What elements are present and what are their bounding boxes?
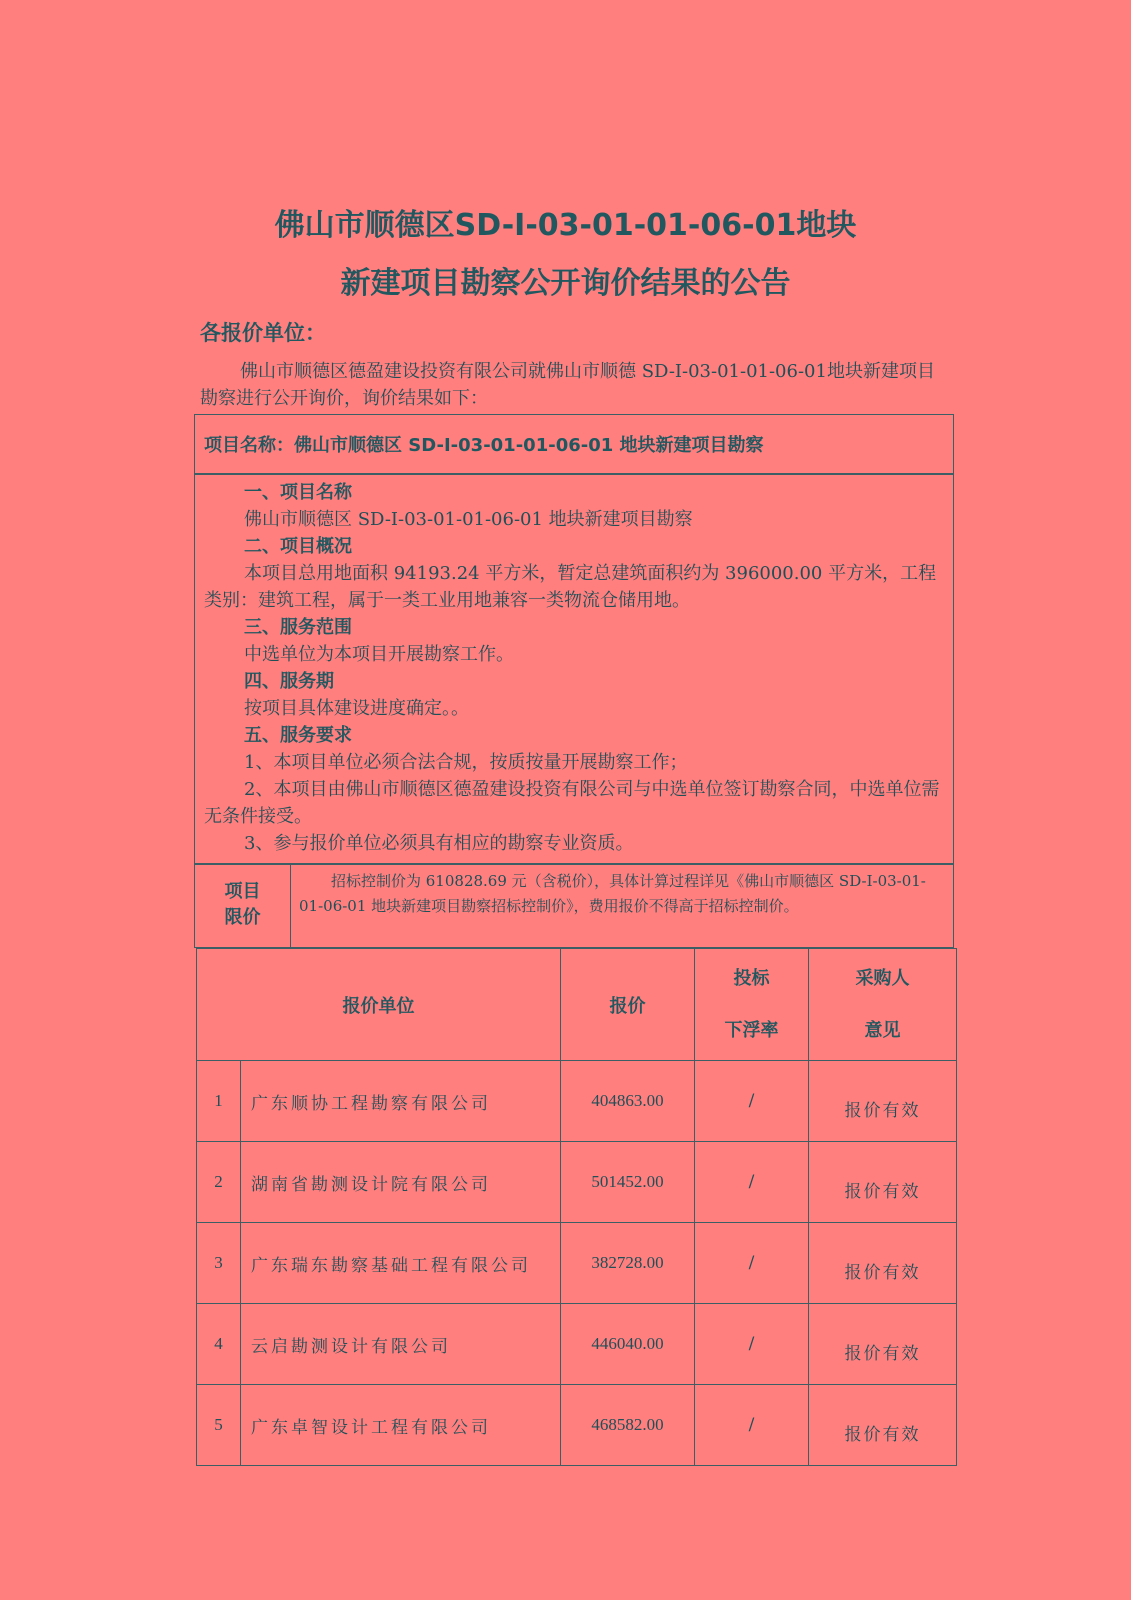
bidder-name: 湖南省勘测设计院有限公司 [241, 1142, 561, 1223]
section-text: 2、本项目由佛山市顺德区德盈建设投资有限公司与中选单位签订勘察合同，中选单位需无条件接受。 [204, 779, 940, 827]
section-heading: 四、服务期 [244, 671, 334, 692]
buyer-opinion: 报价有效 [809, 1223, 957, 1304]
salutation: 各报价单位： [200, 321, 326, 345]
table-row [197, 1142, 957, 1223]
header-price: 报价 [561, 949, 695, 1061]
price-limit-label-line-1: 项目 [224, 881, 261, 902]
price-limit-text: 招标控制价为 610828.69 元（含税价），具体计算过程详见《佛山市顺德区 SD-I-03-01-01-06-01 地块新建项目勘察招标控制价》，费用报价不得高于招标控制价。 [299, 872, 926, 915]
buyer-opinion: 报价有效 [809, 1061, 957, 1142]
project-name-box [194, 414, 954, 474]
table-row [197, 1385, 957, 1466]
buyer-opinion: 报价有效 [809, 1304, 957, 1385]
section-text: 本项目总用地面积 94193.24 平方米，暂定总建筑面积约为 396000.00 平方米，工程类别：建筑工程，属于一类工业用地兼容一类物流仓储用地。 [204, 563, 937, 611]
price-limit-label-line-2: 限价 [224, 907, 261, 928]
price-limit-label [195, 865, 291, 947]
buyer-opinion: 报价有效 [809, 1385, 957, 1466]
row-number: 2 [197, 1142, 241, 1223]
bid-rate: / [695, 1061, 809, 1142]
section-text: 中选单位为本项目开展勘察工作。 [244, 644, 514, 665]
header-opinion-line-1: 采购人 [855, 967, 910, 989]
header-rate-line-1: 投标 [733, 967, 770, 989]
header-opinion-line-2: 意见 [864, 1019, 901, 1041]
project-details [204, 479, 944, 857]
section-text: 3、参与报价单位必须具有相应的勘察专业资质。 [244, 833, 634, 854]
bid-price: 446040.00 [561, 1304, 695, 1385]
section-heading: 五、服务要求 [244, 725, 352, 746]
buyer-opinion: 报价有效 [809, 1142, 957, 1223]
bid-rate: / [695, 1223, 809, 1304]
title-line-1: 佛山市顺德区SD-I-03-01-01-06-01地块 [274, 208, 857, 243]
section-text: 佛山市顺德区 SD-I-03-01-01-06-01 地块新建项目勘察 [244, 509, 693, 530]
section-text: 1、本项目单位必须合法合规，按质按量开展勘察工作； [244, 752, 688, 773]
header-rate [695, 949, 809, 1061]
price-limit-box [194, 864, 954, 948]
row-number: 3 [197, 1223, 241, 1304]
table-row [197, 1304, 957, 1385]
bid-rate: / [695, 1142, 809, 1223]
bid-rate: / [695, 1304, 809, 1385]
row-number: 5 [197, 1385, 241, 1466]
section-heading: 二、项目概况 [244, 536, 352, 557]
header-opinion [809, 949, 957, 1061]
bid-price: 501452.00 [561, 1142, 695, 1223]
bid-price: 404863.00 [561, 1061, 695, 1142]
header-rate-line-2: 下浮率 [724, 1019, 779, 1041]
project-name: 项目名称：佛山市顺德区 SD-I-03-01-01-06-01 地块新建项目勘察 [204, 435, 764, 456]
table-header-row [197, 949, 957, 1061]
bid-price: 382728.00 [561, 1223, 695, 1304]
bid-rate: / [695, 1385, 809, 1466]
bid-price: 468582.00 [561, 1385, 695, 1466]
bidder-name: 广东瑞东勘察基础工程有限公司 [241, 1223, 561, 1304]
table-row [197, 1061, 957, 1142]
row-number: 4 [197, 1304, 241, 1385]
bidder-name: 广东顺协工程勘察有限公司 [241, 1061, 561, 1142]
section-heading: 三、服务范围 [244, 617, 352, 638]
title-line-2: 新建项目勘察公开询价结果的公告 [340, 266, 791, 301]
section-text: 按项目具体建设进度确定。。 [244, 698, 469, 719]
section-heading: 一、项目名称 [244, 482, 352, 503]
intro-paragraph: 佛山市顺德区德盈建设投资有限公司就佛山市顺德 SD-I-03-01-01-06-01地块新建项目勘察进行公开询价，询价结果如下： [200, 361, 935, 409]
header-unit: 报价单位 [197, 949, 561, 1061]
project-details-box [194, 474, 954, 864]
table-row [197, 1223, 957, 1304]
bid-results-table [196, 948, 957, 1466]
bidder-name: 广东卓智设计工程有限公司 [241, 1385, 561, 1466]
row-number: 1 [197, 1061, 241, 1142]
bidder-name: 云启勘测设计有限公司 [241, 1304, 561, 1385]
